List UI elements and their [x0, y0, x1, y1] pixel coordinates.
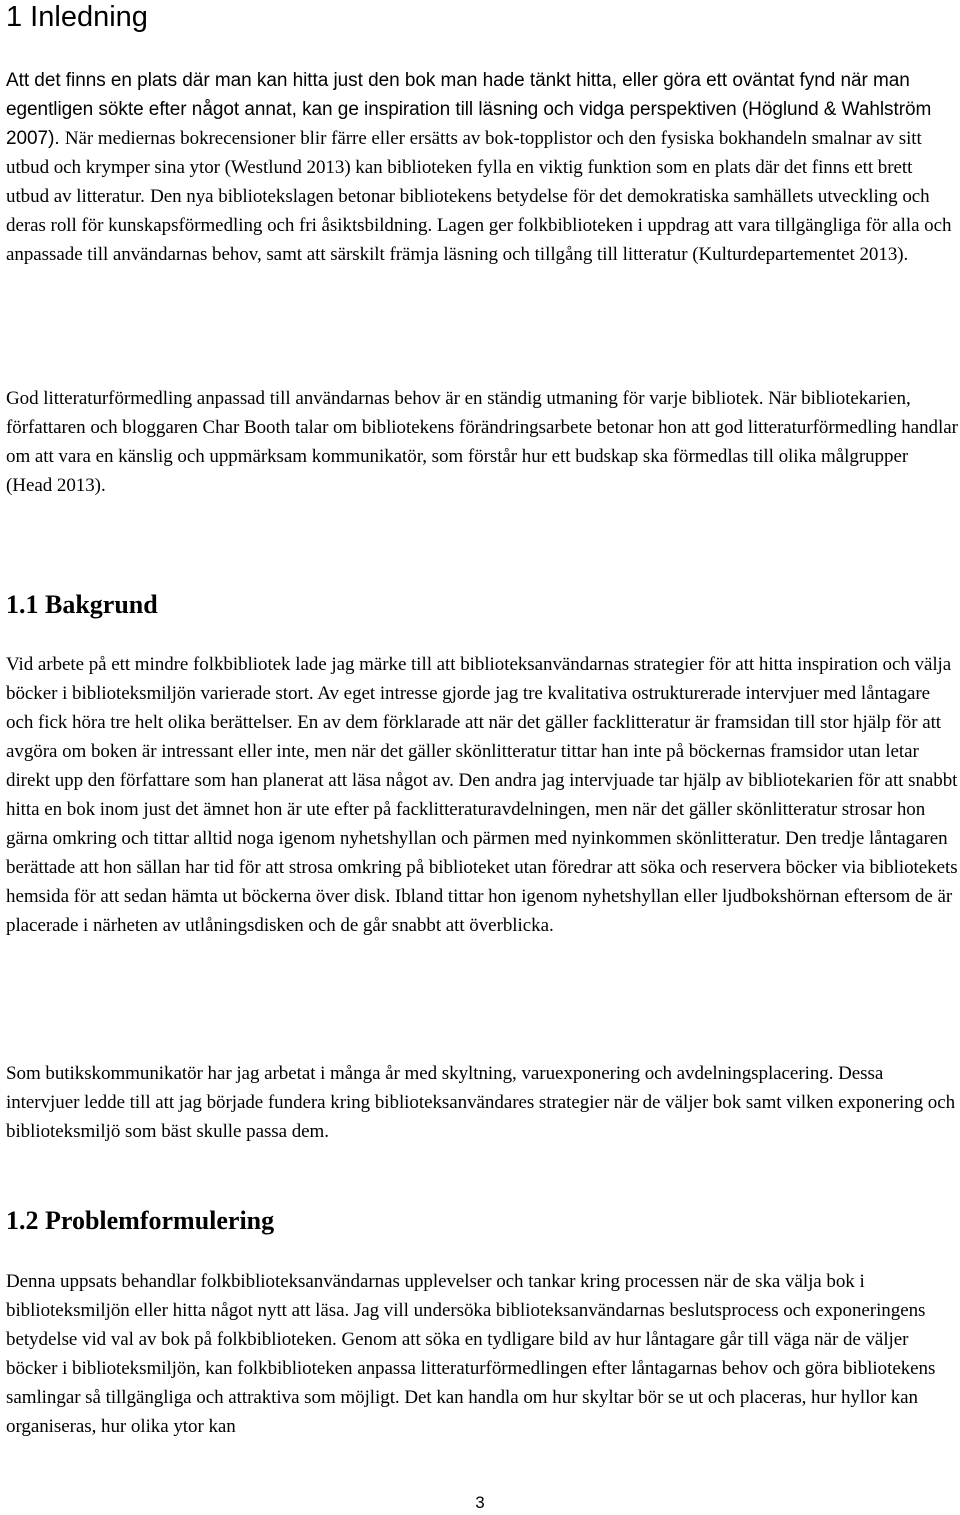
intro-paragraph-1-sans: Att det finns en plats där man kan hitta just den bok man hade tänkt hitta, eller göra ett oväntat fynd när man egentligen sökte efter något annat, kan ge inspiration till läsning och vidga perspektiven (Höglund & Wahlström 2007).	[6, 70, 932, 149]
chapter-heading: 1 Inledning	[6, 1, 148, 33]
intro-paragraph-1	[6, 66, 958, 269]
intro-paragraph-1-serif-b: Den nya bibliotekslagen betonar bibliotekens betydelse för det demokratiska samhällets utveckling och deras roll för kunskapsförmedling och fri åsiktsbildning. Lagen ger folkbiblioteken i uppdrag att vara tillgängliga för alla och anpassade till användarnas behov, samt att särskilt främja läsning och tillgång till litteratur (Kulturdepartementet 2013).	[6, 186, 952, 265]
intro-paragraph-2: God litteraturförmedling anpassad till användarnas behov är en ständig utmaning för varje bibliotek. När bibliotekarien, författaren och bloggaren Char Booth talar om bibliotekens förändringsarbete betonar hon att god litteraturförmedling handlar om att vara en känslig och uppmärksam kommunikatör, som förstår hur ett budskap ska förmedlas till olika målgrupper (Head 2013).	[6, 388, 958, 496]
section-heading-bakgrund: 1.1 Bakgrund	[6, 590, 158, 619]
intro-paragraph-1-serif-a: När mediernas bokrecensioner blir färre eller ersätts av bok-topplistor och den fysiska bokhandeln smalnar av sitt utbud och krymper sina ytor (Westlund 2013) kan biblioteken fylla en viktig funktion som en plats där det finns ett brett utbud av litteratur.	[6, 128, 922, 207]
section-heading-problemformulering: 1.2 Problemformulering	[6, 1206, 275, 1235]
problemformulering-paragraph-1: Denna uppsats behandlar folkbiblioteksanvändarnas upplevelser och tankar kring processen när de ska välja bok i biblioteksmiljön eller hitta något nytt att läsa. Jag vill undersöka biblioteksanvändarnas beslutsprocess och exponeringens betydelse vid val av bok på folkbiblioteken. Genom att söka en tydligare bild av hur låntagare går till väga när de väljer böcker i biblioteksmiljön, kan folkbiblioteken anpassa litteraturförmedlingen efter låntagarnas behov och göra bibliotekens samlingar så tillgängliga och attraktiva som möjligt. Det kan handla om hur skyltar bör se ut och placeras, hur hyllor kan organiseras, hur olika ytor kan	[6, 1271, 936, 1437]
bakgrund-paragraph-1: Vid arbete på ett mindre folkbibliotek lade jag märke till att biblioteksanvändarnas strategier för att hitta inspiration och välja böcker i biblioteksmiljön varierade stort. Av eget intresse gjorde jag tre kvalitativa ostrukturerade intervjuer med låntagare och fick höra tre helt olika berättelser. En av dem förklarade att när det gäller facklitteratur är framsidan till stor hjälp för att avgöra om boken är intressant eller inte, men när det gäller skönlitteratur tittar han inte på böckernas framsidor utan letar direkt upp den författare som han planerat att läsa något av. Den andra jag intervjuade tar hjälp av bibliotekarien för att snabbt hitta en bok inom just det ämnet hon är ute efter på facklitteraturavdelningen, men när det gäller skönlitteratur strosar hon gärna omkring och tittar alltid noga igenom nyhetshyllan och pärmen med nyinkommen skönlitteratur. Den tredje låntagaren berättade att hon sällan har tid för att strosa omkring på biblioteket utan föredrar att söka och reservera böcker via bibliotekets hemsida för att sedan hämta ut böckerna över disk. Ibland tittar hon igenom nyhetshyllan eller ljudbokshörnan eftersom de är placerade i närheten av utlåningsdisken och de går snabbt att överblicka.	[6, 654, 958, 936]
page-number: 3	[475, 1493, 485, 1512]
bakgrund-paragraph-2: Som butikskommunikatör har jag arbetat i många år med skyltning, varuexponering och avdelningsplacering. Dessa intervjuer ledde till att jag började fundera kring biblioteksanvändares strategier när de väljer bok samt vilken exponering och biblioteksmiljö som bäst skulle passa dem.	[6, 1063, 956, 1142]
